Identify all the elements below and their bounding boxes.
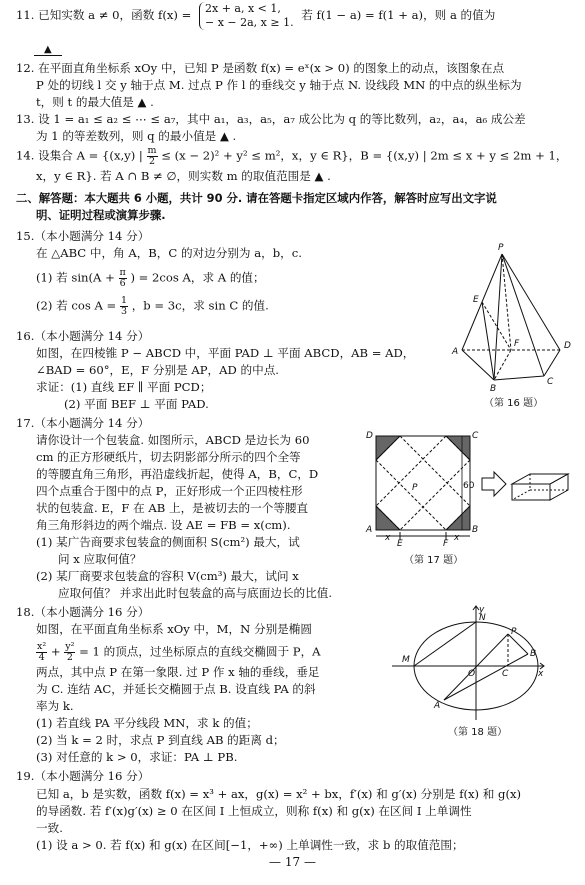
q17-line7: (1) 某广告商要求包装盒的侧面积 S(cm²) 最大，试 (36, 535, 300, 549)
q17-label-A: A (366, 525, 373, 535)
q17-label-x2: x (454, 533, 460, 543)
q16-pyramid-figure (448, 240, 578, 400)
q19-line2: 的导函数. 若 f′(x)g′(x) ≥ 0 在区间 I 上恒成立，则称 f(x) 和 g(x) 在区间 I 上单调性 (36, 804, 472, 818)
q18-label-M: M (402, 655, 410, 665)
q17-line8: 问 x 应取何值？ (58, 552, 142, 566)
q18-label-O: O (468, 669, 476, 679)
q16-label-A: A (452, 347, 459, 357)
q11-line1 (16, 2, 495, 30)
q12-line1: 12. 在平面直角坐标系 xOy 中，已知 P 是函数 f(x) = eˣ(x > 0) 的图象上的动点，该图象在点 (16, 61, 505, 75)
q15-line2 (36, 268, 265, 289)
q17-line1: 请你设计一个包装盒. 如图所示，ABCD 是边长为 60 (36, 433, 310, 447)
q17-line4: 四个点重合于图中的点 P，正好形成一个正四棱柱形 (36, 484, 303, 498)
q14-fraction: $\frac{m}{2}$ (147, 145, 157, 167)
q17-line3: 的等腰直角三角形，再沿虚线折起，使得 A，B，C，D (36, 467, 319, 481)
q17-label-P: P (412, 483, 418, 493)
q18-label-P: P (511, 627, 517, 637)
q18-head: 18.（本小题满分 16 分） (16, 605, 150, 619)
q18-frac-x: $\frac{\text{x²}}{4}$ (37, 641, 47, 663)
q18-line2: $\frac{\text{x²}}{4}$ + $\frac{\text{y²}}{2}$ = 1 的顶点，过坐标原点的直线交椭圆于 P，A (37, 641, 321, 663)
q18-line8: (3) 对任意的 k > 0，求证：PA ⊥ PB. (36, 750, 238, 764)
q18-label-x: x (538, 669, 544, 679)
section2-heading-line2: 明、证明过程或演算步骤. (36, 208, 166, 222)
q16-label-P: P (498, 243, 504, 253)
q15-l3-b: ，b = 3c，求 sin C 的值. (131, 298, 269, 313)
q16-line3: 求证：(1) 直线 EF ∥ 平面 PCD； (36, 380, 212, 394)
q18-label-N: N (479, 613, 486, 623)
q19-head: 19.（本小题满分 16 分） (16, 769, 150, 783)
q17-label-60: 60 (463, 481, 475, 491)
q12-line3: t，则 t 的最大值是 ▲ . (36, 95, 154, 109)
q17-label-B: B (472, 525, 479, 535)
q14-text-a: 14. 设集合 A = {(x,y) | (16, 148, 143, 163)
q16-label-C: C (547, 377, 554, 387)
q16-line1: 如图，在四棱锥 P − ABCD 中，平面 PAD ⊥ 平面 ABCD，AB = AD， (36, 346, 415, 360)
q15-line1: 在 △ABC 中，角 A，B，C 的对边分别为 a，b，c. (36, 246, 302, 260)
q18-label-y: y (479, 605, 485, 615)
q18-line3: 两点，其中点 P 在第一象限. 过 P 作 x 轴的垂线，垂足 (36, 665, 320, 679)
q18-line6: (1) 若直线 PA 平分线段 MN，求 k 的值； (36, 716, 258, 730)
q15-pi-fraction: $\frac{\pi}{6}$ (119, 267, 126, 289)
q15-l3-a: (2) 若 cos A = (36, 298, 117, 313)
q16-label-B: B (490, 384, 497, 394)
q11-piecewise (199, 2, 294, 30)
q17-box-figure (362, 428, 582, 548)
q15-head: 15.（本小题满分 14 分） (16, 229, 150, 243)
q11-blank: ▲ (34, 40, 62, 58)
q11-case1: 2x + a, x < 1, (205, 2, 281, 15)
section2-heading-line1: 二、解答题：本大题共 6 小题，共计 90 分. 请在答题卡指定区域内作答，解答时应写出文字说 (16, 191, 497, 205)
q18-ellipse-figure (388, 600, 548, 725)
q16-caption: （第 16 题） (484, 398, 544, 409)
q12-line2: P 处的切线 l 交 y 轴于点 M. 过点 P 作 l 的垂线交 y 轴于点 N. 设线段 MN 的中点的纵坐标为 (36, 78, 522, 92)
q13-line1: 13. 设 1 = a₁ ≤ a₂ ≤ ⋯ ≤ a₇，其中 a₁，a₃，a₅，a₇ 成公比为 q 的等比数列，a₂，a₄，a₆ 成公差 (16, 112, 526, 126)
q11-text-a: 11. 已知实数 a ≠ 0，函数 f(x) = (16, 8, 192, 22)
q18-line5: 率为 k. (36, 699, 74, 713)
q18-label-C: C (502, 669, 509, 679)
q17-label-x1: x (385, 533, 391, 543)
q18-line1: 如图，在平面直角坐标系 xOy 中，M，N 分别是椭圆 (36, 622, 312, 636)
q17-caption: （第 17 题） (404, 555, 464, 566)
q17-line10: 应取何值？ 并求出此时包装盒的高与底面边长的比值. (58, 586, 333, 600)
q19-line1: 已知 a，b 是实数，函数 f(x) = x³ + ax，g(x) = x² + bx，f′(x) 和 g′(x) 分别是 f(x) 和 g(x) (36, 787, 522, 801)
q17-line6: 角三角形斜边的两个端点. 设 AE = FB = x(cm). (36, 518, 291, 532)
q18-l2-b: = 1 的顶点，过坐标原点的直线交椭圆于 P，A (79, 644, 321, 659)
q15-cos-fraction: $\frac{1}{3}$ (120, 295, 128, 317)
q18-frac-y: $\frac{\text{y²}}{2}$ (65, 641, 75, 663)
q16-head: 16.（本小题满分 14 分） (16, 329, 150, 343)
q15-l2-b: ) = 2cos A，求 A 的值； (130, 270, 265, 285)
q17-head: 17.（本小题满分 14 分） (16, 416, 150, 430)
q11-text-b: 若 f(1 − a) = f(1 + a)，则 a 的值为 (301, 8, 496, 22)
page-number: — 17 — (269, 855, 316, 869)
q17-line5: 状的包装盒. E，F 在 AB 上，是被切去的一个等腰直 (36, 501, 309, 515)
q16-line2: ∠BAD = 60°，E，F 分别是 AP，AD 的中点. (36, 363, 279, 377)
q17-label-F: F (443, 539, 449, 548)
q17-label-C: C (472, 431, 479, 441)
q18-caption: （第 18 题） (448, 727, 508, 738)
q18-line7: (2) 当 k = 2 时，求点 P 到直线 AB 的距离 d； (36, 733, 285, 747)
q17-label-E: E (397, 539, 403, 548)
q19-line4: (1) 设 a > 0. 若 f(x) 和 g(x) 在区间[−1，+∞) 上单调性一致，求 b 的取值范围； (36, 838, 464, 852)
q14-text-b: ≤ (x − 2)² + y² ≤ m²，x，y ∈ R}，B = {(x,y) | 2m ≤ x + y ≤ 2m + 1， (161, 148, 568, 163)
q18-line4: 为 C. 连结 AC，并延长交椭圆于点 B. 设直线 PA 的斜 (36, 682, 316, 696)
q14-line2: x，y ∈ R}. 若 A ∩ B ≠ ∅，则实数 m 的取值范围是 ▲ . (36, 169, 331, 183)
q15-line3 (36, 296, 269, 317)
q15-l2-a: (1) 若 sin(A + (36, 270, 115, 285)
q16-line4: (2) 平面 BEF ⊥ 平面 PAD. (64, 397, 209, 411)
q18-label-B: B (530, 649, 537, 659)
q17-label-D: D (366, 431, 373, 441)
q13-line2: 为 1 的等差数列，则 q 的最小值是 ▲ . (36, 129, 237, 143)
q16-label-E: E (473, 295, 479, 305)
q16-label-D: D (564, 341, 571, 351)
q16-label-F: F (514, 339, 520, 349)
q19-line3: 一致. (36, 821, 63, 835)
q18-label-A: A (434, 701, 441, 711)
q14-line1 (16, 146, 567, 167)
q11-case2: − x − 2a, x ≥ 1. (205, 16, 294, 29)
q17-line9: (2) 某厂商要求包装盒的容积 V(cm³) 最大，试问 x (36, 569, 299, 583)
q17-line2: cm 的正方形硬纸片，切去阴影部分所示的四个全等 (36, 450, 301, 464)
